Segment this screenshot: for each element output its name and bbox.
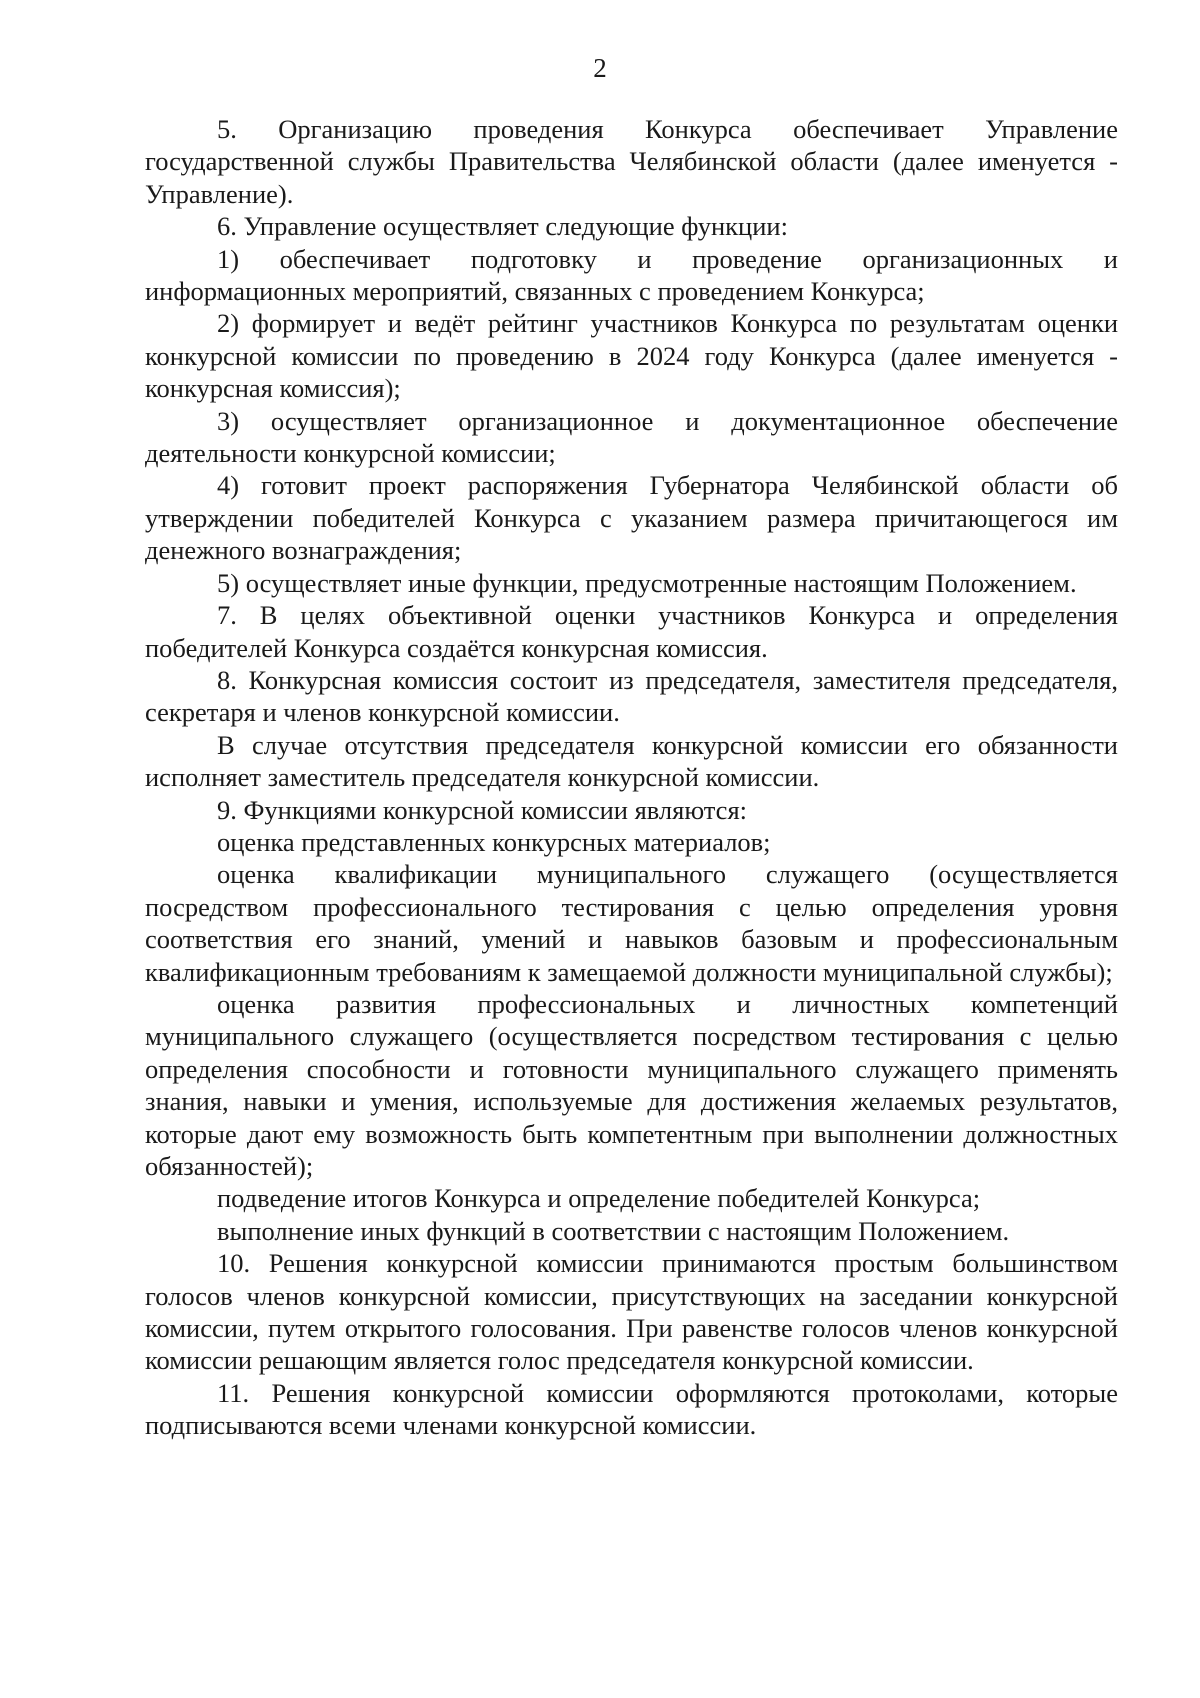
list-item-9-other: выполнение иных функций в соответствии с настоящим Положением. xyxy=(217,1215,1010,1246)
paragraph-10-decisions: 10. Решения конкурсной комиссии принимаются простым большинством голосов членов конкурсной комиссии, присутствующих на заседании конкурсной комиссии, путем открытого голосования. При равенстве голосов членов конкурсной комиссии решающим является голос председателя конкурсной комиссии. xyxy=(145,1248,1118,1376)
paragraph-9-functions-heading: 9. Функциями конкурсной комиссии являются: xyxy=(217,794,747,825)
paragraph-8-composition: 8. Конкурсная комиссия состоит из председателя, заместителя председателя, секретаря и членов конкурсной комиссии. xyxy=(145,664,1118,728)
list-item-9-results: подведение итогов Конкурса и определение победителей Конкурса; xyxy=(217,1183,981,1214)
paragraph-11-protocols: 11. Решения конкурсной комиссии оформляются протоколами, которые подписываются всеми членами конкурсной комиссии. xyxy=(145,1377,1118,1441)
document-body xyxy=(145,113,1118,1442)
list-item-6-5: 5) осуществляет иные функции, предусмотренные настоящим Положением. xyxy=(217,567,1077,598)
list-item-9-qualification: оценка квалификации муниципального служащего (осуществляется посредством профессионального тестирования с целью определения уровня соответствия его знаний, умений и навыков базовым и профессиональным квалификационным требованиям к замещаемой должности муниципальной службы); xyxy=(145,859,1118,987)
page-number: 2 xyxy=(593,53,607,83)
paragraph-5-organization: 5. Организацию проведения Конкурса обеспечивает Управление государственной службы Правительства Челябинской области (далее именуется - Управление). xyxy=(145,114,1118,209)
list-item-6-3: 3) осуществляет организационное и документационное обеспечение деятельности конкурсной комиссии; xyxy=(145,405,1118,469)
list-item-6-2: 2) формирует и ведёт рейтинг участников Конкурса по результатам оценки конкурсной комиссии по проведению в 2024 году Конкурса (далее именуется - конкурсная комиссия); xyxy=(145,308,1118,404)
list-item-6-4: 4) готовит проект распоряжения Губернатора Челябинской области об утверждении победителей Конкурса с указанием размера причитающегося им денежного вознаграждения; xyxy=(145,470,1118,566)
list-item-9-competencies: оценка развития профессиональных и личностных компетенций муниципального служащего (осуществляется посредством тестирования с целью определения способности и готовности муниципального служащего применять знания, навыки и умения, используемые для достижения желаемых результатов, которые дают ему возможность быть компетентным при выполнении должностных обязанностей); xyxy=(145,988,1118,1181)
list-item-9-materials: оценка представленных конкурсных материалов; xyxy=(217,826,771,857)
paragraph-8-substitution: В случае отсутствия председателя конкурсной комиссии его обязанности исполняет заместитель председателя конкурсной комиссии. xyxy=(145,729,1118,793)
paragraph-7-commission: 7. В целях объективной оценки участников Конкурса и определения победителей Конкурса создаётся конкурсная комиссия. xyxy=(145,600,1118,663)
list-item-6-1: 1) обеспечивает подготовку и проведение организационных и информационных мероприятий, связанных с проведением Конкурса; xyxy=(145,243,1118,307)
paragraph-6-functions-heading: 6. Управление осуществляет следующие функции: xyxy=(217,211,788,242)
